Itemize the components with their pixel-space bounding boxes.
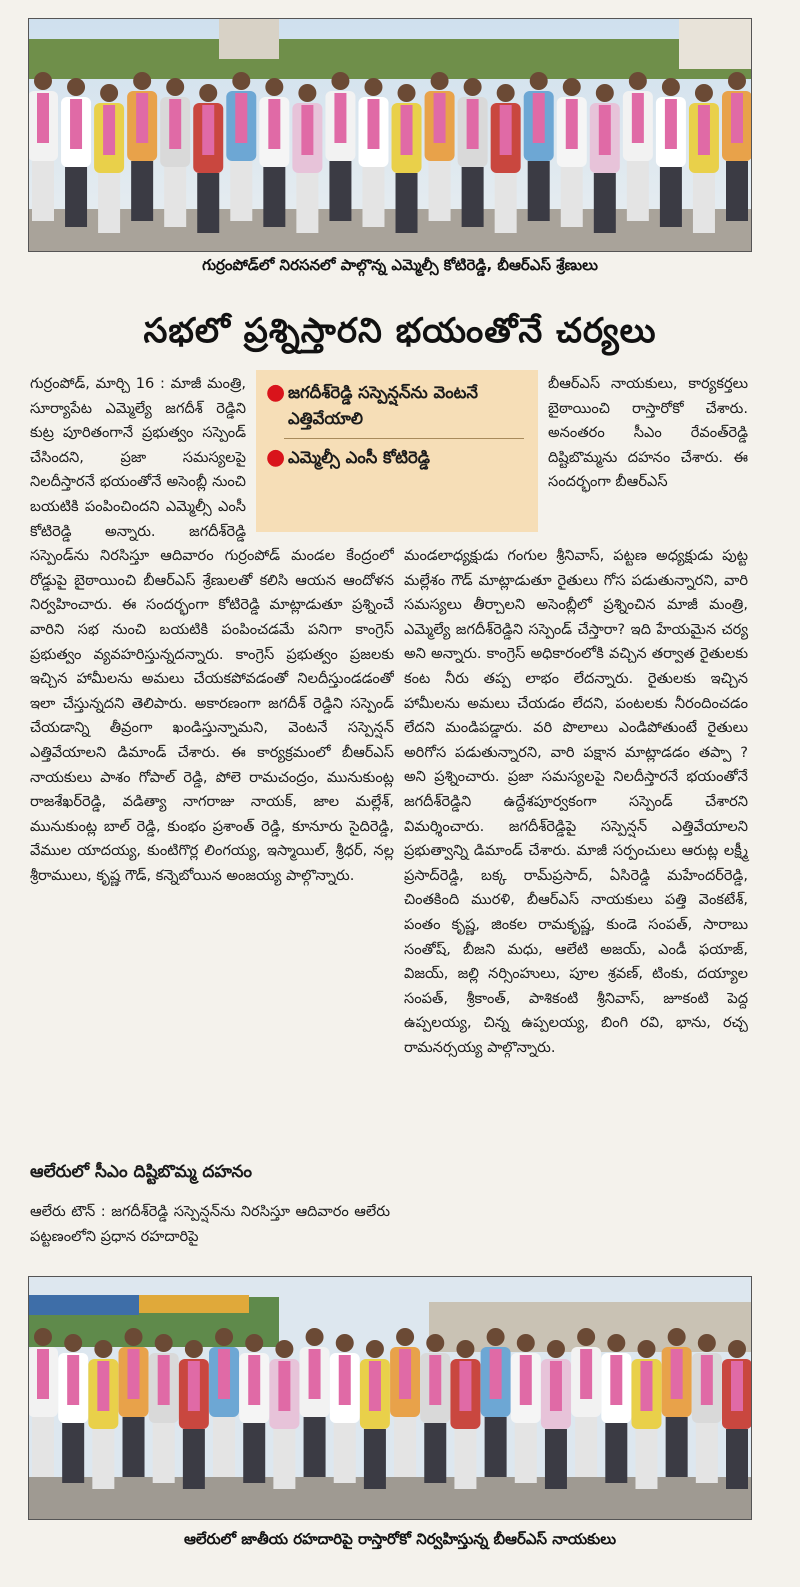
person-head	[185, 1340, 203, 1358]
person-head	[199, 84, 217, 102]
person-head	[366, 1340, 384, 1358]
person-legs	[561, 167, 583, 227]
pink-scarf	[698, 105, 710, 155]
person-head	[698, 1334, 716, 1352]
person-head	[637, 1340, 655, 1358]
protest-crowd-image	[29, 19, 751, 251]
person-legs	[62, 1423, 84, 1483]
pink-scarf	[533, 93, 545, 143]
person-legs	[197, 173, 219, 233]
person-head	[629, 72, 647, 90]
pink-scarf	[218, 1349, 230, 1399]
pink-scarf	[278, 1361, 290, 1411]
person-legs	[696, 1423, 718, 1483]
person-legs	[394, 1417, 416, 1477]
pink-scarf	[701, 1355, 713, 1405]
person-legs	[296, 173, 318, 233]
pink-scarf	[599, 105, 611, 155]
pink-scarf	[169, 99, 181, 149]
person-head	[125, 1328, 143, 1346]
article-col23	[404, 544, 748, 1060]
person-legs	[396, 173, 418, 233]
pink-scarf	[128, 1349, 140, 1399]
person-head	[728, 1340, 746, 1358]
bottom-photo-caption: ఆలేరులో జాతీయ రహదారిపై రాస్తారోకో నిర్వహిస్తున్న బీఆర్‌ఎస్ నాయకులు	[183, 1530, 617, 1548]
person-legs	[364, 1429, 386, 1489]
article-col1-lower	[30, 1200, 390, 1249]
person-head	[547, 1340, 565, 1358]
highlight-text: జగదీశ్‌రెడ్డి సస్పెన్షన్‌ను వెంటనే ఎత్తివేయాలి	[288, 383, 478, 428]
person-head	[464, 78, 482, 96]
person-legs	[32, 161, 54, 221]
pink-scarf	[429, 1355, 441, 1405]
pink-scarf	[268, 99, 280, 149]
person-legs	[515, 1423, 537, 1483]
pink-scarf	[520, 1355, 532, 1405]
person-legs	[454, 1429, 476, 1489]
pink-scarf	[70, 99, 82, 149]
pink-scarf	[97, 1361, 109, 1411]
person-legs	[424, 1423, 446, 1483]
person-legs	[164, 167, 186, 227]
person-head	[563, 78, 581, 96]
person-head	[517, 1334, 535, 1352]
pink-scarf	[610, 1355, 622, 1405]
person-head	[265, 78, 283, 96]
pink-scarf	[731, 1361, 743, 1411]
person-legs	[429, 161, 451, 221]
person-legs	[660, 167, 682, 227]
person-legs	[575, 1417, 597, 1477]
person-legs	[213, 1417, 235, 1477]
float-spacer	[246, 372, 394, 544]
bullet-icon: ●	[266, 445, 286, 470]
person-legs	[726, 161, 748, 221]
person-legs	[635, 1429, 657, 1489]
person-head	[34, 72, 52, 90]
pink-scarf	[136, 93, 148, 143]
person-legs	[273, 1429, 295, 1489]
person-head	[662, 78, 680, 96]
pink-scarf	[334, 93, 346, 143]
person-head	[215, 1328, 233, 1346]
person-head	[668, 1328, 686, 1346]
person-head	[133, 72, 151, 90]
person-head	[487, 1328, 505, 1346]
person-head	[64, 1334, 82, 1352]
top-photo-caption: గుర్రంపోడ్‌లో నిరసనలో పాల్గొన్న ఎమ్మెల్సీ కోటిరెడ్డి, బీఆర్‌ఎస్ శ్రేణులు	[202, 256, 598, 274]
pink-scarf	[188, 1361, 200, 1411]
person-head	[607, 1334, 625, 1352]
person-head	[431, 72, 449, 90]
person-head	[396, 1328, 414, 1346]
pink-scarf	[500, 105, 512, 155]
person-head	[331, 72, 349, 90]
person-head	[426, 1334, 444, 1352]
pink-scarf	[301, 105, 313, 155]
pink-scarf	[235, 93, 247, 143]
person-legs	[131, 161, 153, 221]
person-head	[456, 1340, 474, 1358]
pink-scarf	[158, 1355, 170, 1405]
highlight-text: ఎమ్మెల్సీ ఎంసీ కోటిరెడ్డి	[288, 448, 430, 467]
pink-scarf	[731, 93, 743, 143]
person-legs	[304, 1417, 326, 1477]
pink-scarf	[369, 1361, 381, 1411]
pink-scarf	[401, 105, 413, 155]
person-legs	[594, 173, 616, 233]
person-legs	[334, 1423, 356, 1483]
pink-scarf	[671, 1349, 683, 1399]
pink-scarf	[459, 1361, 471, 1411]
person-legs	[666, 1417, 688, 1477]
person-legs	[605, 1423, 627, 1483]
person-legs	[726, 1429, 748, 1489]
person-head	[275, 1340, 293, 1358]
person-legs	[92, 1429, 114, 1489]
person-legs	[462, 167, 484, 227]
person-head	[245, 1334, 263, 1352]
person-legs	[362, 167, 384, 227]
pink-scarf	[37, 93, 49, 143]
person-legs	[528, 161, 550, 221]
person-legs	[495, 173, 517, 233]
person-legs	[243, 1423, 265, 1483]
person-legs	[32, 1417, 54, 1477]
pink-scarf	[67, 1355, 79, 1405]
person-head	[306, 1328, 324, 1346]
person-head	[336, 1334, 354, 1352]
person-legs	[263, 167, 285, 227]
person-legs	[123, 1417, 145, 1477]
bottom-photo	[28, 1276, 752, 1520]
pink-scarf	[37, 1349, 49, 1399]
article-paragraph: మండలాధ్యక్షుడు గంగుల శ్రీనివాస్, పట్టణ అధ్యక్షుడు పుట్ట మల్లేశం గౌడ్ మాట్లాడుతూ రైతులు గోస పడుతున్నారని, వారి సమస్యలు తీర్చాలని అసెంబ్లీలో ప్రశ్నించిన మాజీ మంత్రి, ఎమ్మెల్యే జగదీశ్‌రెడ్డిని సస్పెండ్ చేస్తారా? ఇది హేయమైన చర్య అని అన్నారు. కాంగ్రెస్ అధికారంలోకి వచ్చిన తర్వాత రైతులకు కంట నీరు తప్ప లాభం లేదన్నారు. రైతులకు ఇచ్చిన హామీలను అమలు చేయడం లేదని, పంటలకు నీరందించడం లేదని మండిపడ్డారు. వరి పొలాలు ఎండిపోతుంటే రైతులు అరిగోస పడుతున్నారని, వారి పక్షాన మాట్లాడడం తప్పా ? అని ప్రశ్నించారు. ప్రజా సమస్యలపై నిలదీస్తారనే భయంతోనే జగదీశ్‌రెడ్డిని ఉద్దేశపూర్వకంగా సస్పెండ్ చేశారని విమర్శించారు. జగదీశ్‌రెడ్డిపై సస్పెన్షన్ ఎత్తివేయాలని ప్రభుత్వాన్ని డిమాండ్ చేశారు. మాజీ సర్పంచులు ఆరుట్ల లక్ష్మీ ప్రసాద్‌రెడ్డి, బక్క రామ్‌ప్రసాద్, ఏసిరెడ్డి మహేందర్‌రెడ్డి, చింతకింది మురళి, బీఆర్‌ఎస్ నాయకులు పత్తి వెంకటేశ్, పంతం కృష్ణ, జింకల రామకృష్ణ, కుండె సంపత్, సారాబు సంతోష్, బీజని మధు, ఆలేటి అజయ్, ఎండీ ఫయాజ్, విజయ్, జల్లి నర్సింహులు, పూల శ్రవణ్, టింకు, దయ్యాల సంపత్, శ్రీకాంత్, పాశికంటి శ్రీనివాస్, జూకంటి పెద్ద ఉప్పలయ్య, చిన్న ఉప్పలయ్య, బింగి రవి, భాను, రచ్చ రామనర్సయ్య పాల్గొన్నారు.	[404, 547, 748, 1056]
pink-scarf	[467, 99, 479, 149]
headline: సభలో ప్రశ్నిస్తారని భయంతోనే చర్యలు	[143, 311, 657, 351]
person-head	[596, 84, 614, 102]
pink-scarf	[399, 1349, 411, 1399]
pink-scarf	[309, 1349, 321, 1399]
person-head	[94, 1340, 112, 1358]
person-head	[695, 84, 713, 102]
pink-scarf	[103, 105, 115, 155]
person-head	[497, 84, 515, 102]
pink-scarf	[580, 1349, 592, 1399]
person-legs	[65, 167, 87, 227]
person-legs	[153, 1423, 175, 1483]
person-head	[530, 72, 548, 90]
person-legs	[98, 173, 120, 233]
person-legs	[485, 1417, 507, 1477]
pink-scarf	[665, 99, 677, 149]
person-legs	[627, 161, 649, 221]
article-paragraph: బీఆర్‌ఎస్ నాయకులు, కార్యకర్తలు బైఠాయించి రాస్తారోకో చేశారు. అనంతరం సీఎం రేవంత్‌రెడ్డి దిష్టిబొమ్మను దహనం చేశారు. ఈ సందర్భంగా బీఆర్‌ఎస్	[548, 375, 748, 491]
person-head	[364, 78, 382, 96]
person-head	[398, 84, 416, 102]
person-legs	[329, 161, 351, 221]
top-photo	[28, 18, 752, 252]
article-paragraph: ఆలేరు టౌన్ : జగదీశ్‌రెడ్డి సస్పెన్షన్‌ను నిరసిస్తూ ఆదివారం ఆలేరు పట్టణంలోని ప్రధాన రహదారిపై	[30, 1203, 390, 1245]
person-legs	[545, 1429, 567, 1489]
subhead: ఆలేరులో సీఎం దిష్టిబొమ్మ దహనం	[30, 1162, 253, 1182]
pink-scarf	[434, 93, 446, 143]
pink-scarf	[640, 1361, 652, 1411]
person-head	[34, 1328, 52, 1346]
person-head	[67, 78, 85, 96]
person-head	[728, 72, 746, 90]
person-legs	[693, 173, 715, 233]
person-head	[577, 1328, 595, 1346]
article-col1-upper	[30, 372, 246, 544]
roadblock-crowd-image	[29, 1277, 751, 1519]
pink-scarf	[550, 1361, 562, 1411]
pink-scarf	[248, 1355, 260, 1405]
bullet-icon: ●	[266, 380, 286, 405]
article-col3-top	[548, 372, 748, 495]
person-head	[298, 84, 316, 102]
pink-scarf	[339, 1355, 351, 1405]
person-head	[166, 78, 184, 96]
person-head	[155, 1334, 173, 1352]
person-head	[100, 84, 118, 102]
pink-scarf	[566, 99, 578, 149]
person-head	[232, 72, 250, 90]
person-legs	[183, 1429, 205, 1489]
person-legs	[230, 161, 252, 221]
pink-scarf	[202, 105, 214, 155]
pink-scarf	[632, 93, 644, 143]
pink-scarf	[367, 99, 379, 149]
pink-scarf	[490, 1349, 502, 1399]
article-paragraph: గుర్రంపోడ్, మార్చి 16 : మాజీ మంత్రి, సూర్యాపేట ఎమ్మెల్యే జగదీశ్ రెడ్డిని కుట్ర పూరితంగానే ప్రభుత్వం సస్పెండ్ చేసిందని, ప్రజా సమస్యలపై నిలదీస్తారనే భయంతోనే అసెంబ్లీ నుంచి బయటికి పంపించిందని ఎమ్మెల్సీ ఎంసీ కోటిరెడ్డి అన్నారు. జగదీశ్‌రెడ్డి సస్పెండ్‌ను నిరసిస్తూ ఆదివారం గుర్రంపోడ్ మండల కేంద్రంలో రోడ్డుపై బైఠాయించి బీఆర్‌ఎస్ శ్రేణులతో కలిసి ఆయన ఆందోళన నిర్వహించారు. ఈ సందర్భంగా కోటిరెడ్డి మాట్లాడుతూ ప్రశ్నించే వారిని సభ నుంచి బయటికి పంపించడమే పనిగా కాంగ్రెస్ ప్రభుత్వం వ్యవహరిస్తున్నదన్నారు. కాంగ్రెస్ ప్రభుత్వం ప్రజలకు ఇచ్చిన హామీలను అమలు చేయకపోవడంతో నిలదీస్తుండడంతో ఇలా చేస్తున్నదని తెలిపారు. అకారణంగా జగదీశ్ రెడ్డిని సస్పెండ్ చేయడాన్ని తీవ్రంగా ఖండిస్తున్నామని, వెంటనే సస్పెన్షన్ ఎత్తివేయాలని డిమాండ్ చేశారు. ఈ కార్యక్రమంలో బీఆర్‌ఎస్ నాయకులు పాశం గోపాల్ రెడ్డి, పోలె రామచంద్రం, మునుకుంట్ల రాజశేఖర్‌రెడ్డి, వడిత్యా నాగరాజు నాయక్, జాల మల్లేశ్, మునుకుంట్ల బాల్ రెడ్డి, కుంభం ప్రశాంత్ రెడ్డి, కూనూరు సైదిరెడ్డి, వేముల యాదయ్య, కుంటిగొర్ల లింగయ్య, ఇస్మాయిల్, శ్రీధర్, నల్ల శ్రీరాములు, కృష్ణ గౌడ్, కన్నెబోయిన అంజయ్య పాల్గొన్నారు.	[30, 375, 394, 884]
